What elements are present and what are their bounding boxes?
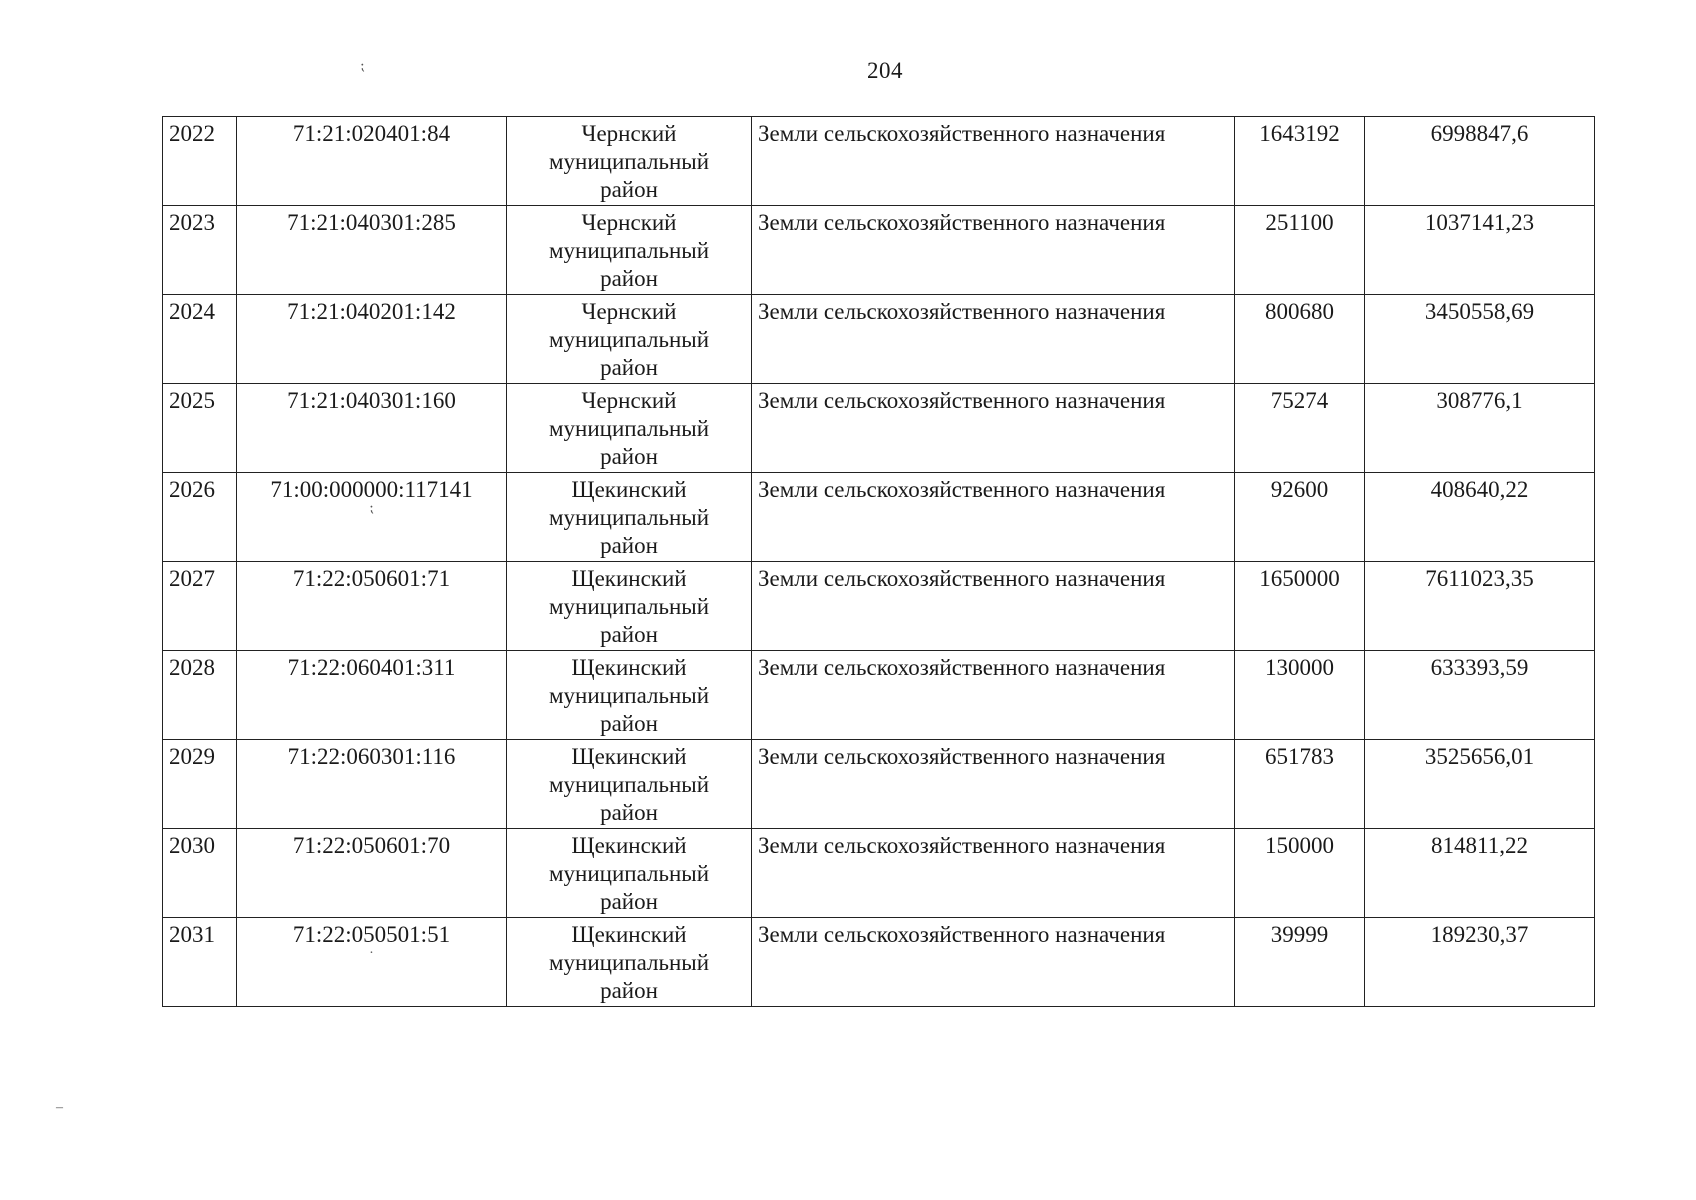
table-row [163,918,1595,1007]
land-category-cell: Земли сельскохозяйственного назначения [752,117,1235,206]
district-name-line: Чернский [581,299,677,324]
area-cell: 1643192 [1235,117,1365,206]
table-row [163,295,1595,384]
table-row [163,562,1595,651]
cadastral-value-cell: 3525656,01 [1365,740,1595,829]
cadastral-number-cell [237,295,507,384]
table-row [163,117,1595,206]
cadastral-number-cell [237,384,507,473]
district-name-line: муниципальный [548,772,710,797]
area-cell: 130000 [1235,651,1365,740]
district-cell [507,651,752,740]
land-registry-table [162,116,1595,1007]
row-number-cell: 2031 [163,918,237,1007]
land-category-cell: Земли сельскохозяйственного назначения [752,829,1235,918]
cadastral-value-cell: 408640,22 [1365,473,1595,562]
land-category-cell: Земли сельскохозяйственного назначения [752,562,1235,651]
land-category-cell: Земли сельскохозяйственного назначения [752,473,1235,562]
district-name-line: район [600,711,658,736]
district-name-line: район [600,800,658,825]
district-name-line: Щекинский [571,566,687,591]
district-name-line: Щекинский [571,477,687,502]
land-category-cell: Земли сельскохозяйственного назначения [752,651,1235,740]
cadastral-number: 71:22:050601:71 [292,566,451,591]
row-number-cell: 2027 [163,562,237,651]
district-name-line: муниципальный [548,416,710,441]
scan-artifact-mark: ⁏ [360,59,365,74]
cadastral-value-cell: 308776,1 [1365,384,1595,473]
district-cell [507,473,752,562]
district-name-line: район [600,355,658,380]
area-cell: 1650000 [1235,562,1365,651]
district-name-line: район [600,889,658,914]
district-name-line: район [600,266,658,291]
land-category-cell: Земли сельскохозяйственного назначения [752,740,1235,829]
district-name-line: муниципальный [548,683,710,708]
row-number-cell: 2024 [163,295,237,384]
district-name-line: муниципальный [548,861,710,886]
area-cell: 651783 [1235,740,1365,829]
district-name-line: район [600,978,658,1003]
cadastral-value-cell: 3450558,69 [1365,295,1595,384]
scan-artifact-mark: ⁏ [369,501,374,516]
table-row [163,206,1595,295]
cadastral-number-cell [237,651,507,740]
district-cell [507,117,752,206]
district-name-line: район [600,444,658,469]
cadastral-number: 71:00:000000:117141 [270,477,473,502]
cadastral-value-cell: 6998847,6 [1365,117,1595,206]
land-category-cell: Земли сельскохозяйственного назначения [752,918,1235,1007]
land-category-cell: Земли сельскохозяйственного назначения [752,206,1235,295]
district-name-line: Чернский [581,388,677,413]
cadastral-number: 71:21:040301:285 [287,210,456,235]
cadastral-number: 71:21:020401:84 [292,121,451,146]
district-cell [507,829,752,918]
cadastral-value-cell: 1037141,23 [1365,206,1595,295]
table-body [163,117,1595,1007]
district-name-line: район [600,533,658,558]
district-name-line: район [600,622,658,647]
district-name-line: Щекинский [571,655,687,680]
area-cell: 92600 [1235,473,1365,562]
cadastral-number-cell [237,918,507,1007]
cadastral-number-cell [237,740,507,829]
scan-artifact-mark: · [369,946,374,961]
district-name-line: Чернский [581,121,677,146]
cadastral-value-cell: 633393,59 [1365,651,1595,740]
area-cell: 800680 [1235,295,1365,384]
row-number-cell: 2026 [163,473,237,562]
area-cell: 39999 [1235,918,1365,1007]
row-number-cell: 2029 [163,740,237,829]
table-row [163,473,1595,562]
district-cell [507,384,752,473]
district-name-line: Щекинский [571,833,687,858]
district-cell [507,562,752,651]
cadastral-number-cell [237,473,507,562]
cadastral-number: 71:22:060301:116 [287,744,456,769]
cadastral-number: 71:21:040301:160 [287,388,456,413]
district-cell [507,206,752,295]
cadastral-number: 71:22:060401:311 [287,655,456,680]
cadastral-value-cell: 814811,22 [1365,829,1595,918]
scan-artifact-mark: ‒ [56,1100,63,1115]
table-row [163,740,1595,829]
table-row [163,829,1595,918]
cadastral-number: 71:22:050601:70 [292,833,451,858]
row-number-cell: 2023 [163,206,237,295]
area-cell: 251100 [1235,206,1365,295]
cadastral-number-cell [237,206,507,295]
table-row [163,384,1595,473]
district-name-line: муниципальный [548,505,710,530]
row-number-cell: 2028 [163,651,237,740]
land-category-cell: Земли сельскохозяйственного назначения [752,295,1235,384]
district-name-line: муниципальный [548,149,710,174]
district-name-line: район [600,177,658,202]
row-number-cell: 2025 [163,384,237,473]
table-row [163,651,1595,740]
cadastral-number-cell [237,829,507,918]
district-name-line: муниципальный [548,594,710,619]
district-name-line: муниципальный [548,238,710,263]
district-cell [507,295,752,384]
cadastral-number: 71:22:050501:51 [292,922,451,947]
cadastral-value-cell: 189230,37 [1365,918,1595,1007]
district-name-line: Чернский [581,210,677,235]
row-number-cell: 2022 [163,117,237,206]
area-cell: 75274 [1235,384,1365,473]
district-cell [507,918,752,1007]
area-cell: 150000 [1235,829,1365,918]
district-name-line: Щекинский [571,744,687,769]
land-category-cell: Земли сельскохозяйственного назначения [752,384,1235,473]
cadastral-number-cell [237,117,507,206]
cadastral-number: 71:21:040201:142 [287,299,456,324]
page-number: 204 [867,58,903,83]
row-number-cell: 2030 [163,829,237,918]
cadastral-value-cell: 7611023,35 [1365,562,1595,651]
district-name-line: муниципальный [548,327,710,352]
cadastral-number-cell [237,562,507,651]
district-cell [507,740,752,829]
district-name-line: муниципальный [548,950,710,975]
district-name-line: Щекинский [571,922,687,947]
